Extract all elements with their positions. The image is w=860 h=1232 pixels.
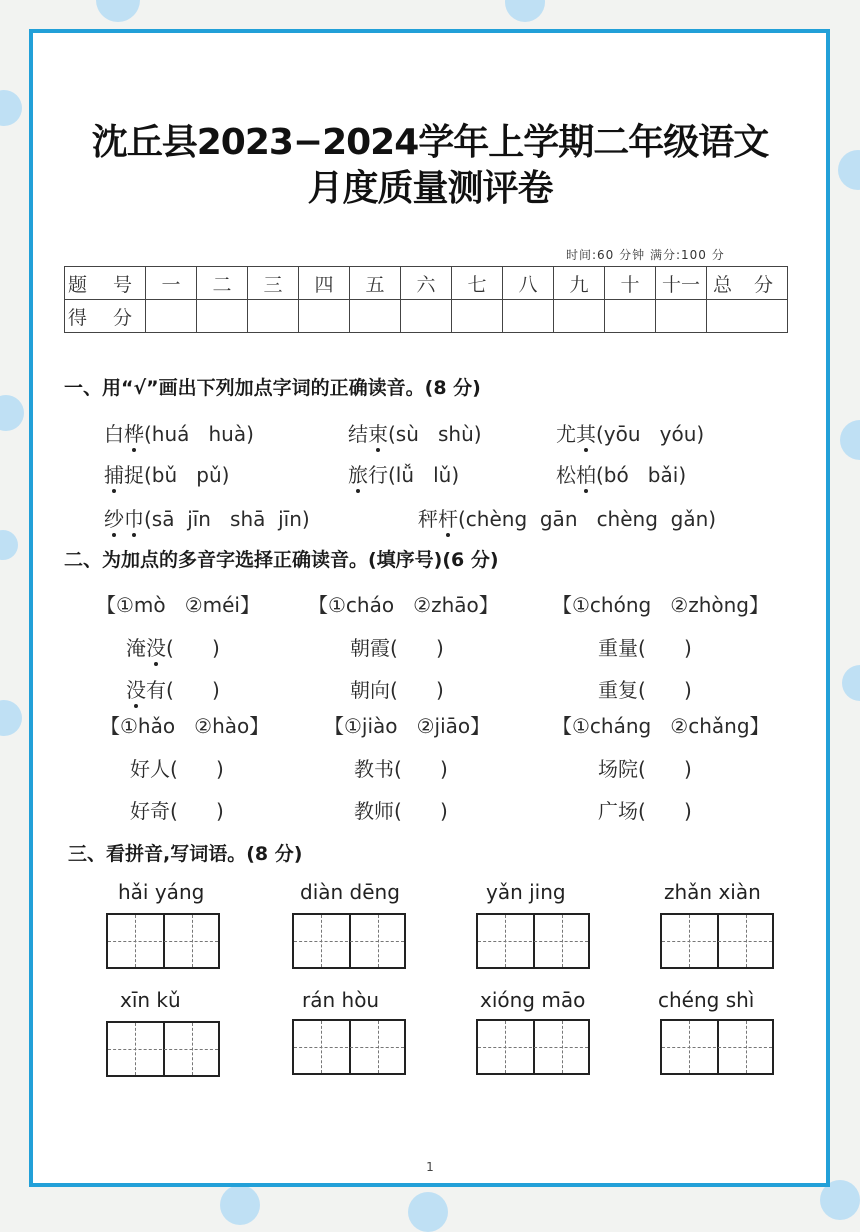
pinyin-label: xióng māo [480,988,586,1012]
score-input-cell[interactable] [350,300,401,333]
page-number: 1 [426,1160,434,1174]
item-text: 捉(bǔ pǔ) [124,463,230,487]
item-text: (yōu yóu) [596,422,705,446]
decor-dot [220,1185,260,1225]
pinyin-label: yǎn jing [486,880,566,904]
question-item[interactable] [348,418,482,447]
pinyin-label: chéng shì [658,988,755,1012]
score-input-cell[interactable] [299,300,350,333]
item-text: (huá huà) [144,422,254,446]
emphasis-char: 没 [146,636,166,660]
score-table-cell: 六 [401,267,452,300]
emphasis-char: 杆 [438,507,458,531]
pinyin-label: hǎi yáng [118,880,205,904]
score-input-cell[interactable] [401,300,452,333]
score-table-cell: 五 [350,267,401,300]
emphasis-char: 其 [576,422,596,446]
item-text: 秤 [418,507,438,531]
item-text: (chèng gān chèng gǎn) [458,507,717,531]
fill-item[interactable]: 朝向( ) [350,678,444,702]
writing-grid[interactable] [106,1021,220,1077]
emphasis-char: 桦 [124,422,144,446]
emphasis-char: 没 [126,678,146,702]
writing-grid[interactable] [292,913,406,969]
item-text: (sā jīn shā jīn) [144,507,310,531]
score-table-cell: 三 [248,267,299,300]
score-input-cell[interactable] [554,300,605,333]
decor-dot [505,0,545,22]
decor-dot [842,665,860,701]
decor-dot [0,700,22,736]
score-input-cell[interactable] [197,300,248,333]
section-1-heading: 一、用“√”画出下列加点字词的正确读音。(8 分) [64,377,481,399]
fill-item[interactable]: 广场( ) [598,799,692,823]
page-title-line2: 月度质量测评卷 [307,168,553,209]
score-table-cell: 四 [299,267,350,300]
reading-options: 【①chóng ②zhòng】 [552,593,769,617]
item-text: 淹 [126,636,146,660]
score-table-cell: 一 [146,267,197,300]
section-3-heading: 三、看拼音,写词语。(8 分) [68,843,303,865]
question-item[interactable] [556,418,704,447]
score-input-cell[interactable] [146,300,197,333]
score-table [64,266,788,333]
question-item[interactable] [104,418,254,447]
score-input-cell[interactable] [707,300,788,333]
score-table-cell: 总 分 [707,267,788,300]
fill-item[interactable]: 好奇( ) [130,799,224,823]
emphasis-char: 巾 [124,507,144,531]
emphasis-char: 柏 [576,463,596,487]
decor-dot [0,530,18,560]
pinyin-label: zhǎn xiàn [664,880,761,904]
reading-options: 【①jiào ②jiāo】 [324,714,491,738]
decor-dot [96,0,140,22]
reading-options: 【①mò ②méi】 [96,593,260,617]
score-table-cell: 十 [605,267,656,300]
page-title-line1: 沈丘县2023−2024学年上学期二年级语文 [91,122,769,163]
fill-item[interactable]: 重复( ) [598,678,692,702]
decor-dot [0,395,24,431]
reading-options: 【①cháo ②zhāo】 [308,593,499,617]
score-table-cell: 得 分 [65,300,146,333]
question-item[interactable] [104,459,229,488]
fill-item[interactable] [126,632,220,661]
pinyin-label: rán hòu [302,988,380,1012]
writing-grid[interactable] [106,913,220,969]
emphasis-char: 捕 [104,463,124,487]
reading-options: 【①hǎo ②hào】 [100,714,270,738]
question-item[interactable] [556,459,686,488]
reading-options: 【①cháng ②chǎng】 [552,714,770,738]
score-table-cell: 九 [554,267,605,300]
pinyin-label: diàn dēng [300,880,400,904]
fill-item[interactable]: 朝霞( ) [350,636,444,660]
decor-dot [840,420,860,460]
fill-item[interactable]: 场院( ) [598,757,692,781]
fill-item[interactable]: 教书( ) [354,757,448,781]
score-table-header-row [65,267,788,300]
score-table-cell: 七 [452,267,503,300]
fill-item[interactable]: 教师( ) [354,799,448,823]
item-text: 行(lǚ lǔ) [368,463,460,487]
emphasis-char: 束 [368,422,388,446]
question-item[interactable] [418,503,716,532]
score-table-cell: 十一 [656,267,707,300]
item-text: 松 [556,463,576,487]
fill-item[interactable]: 重量( ) [598,636,692,660]
score-table-score-row [65,300,788,333]
fill-item[interactable] [126,674,220,703]
score-input-cell[interactable] [656,300,707,333]
writing-grid[interactable] [292,1019,406,1075]
score-input-cell[interactable] [248,300,299,333]
question-item[interactable] [104,503,310,532]
fill-item[interactable]: 好人( ) [130,757,224,781]
question-item[interactable] [348,459,459,488]
emphasis-char: 旅 [348,463,368,487]
item-text: ( ) [166,636,220,660]
item-text: 有( ) [146,678,220,702]
score-table-cell: 题 号 [65,267,146,300]
writing-grid[interactable] [476,913,590,969]
item-text: 尤 [556,422,576,446]
pinyin-label: xīn kǔ [120,988,181,1012]
score-input-cell[interactable] [452,300,503,333]
item-text: 白 [104,422,124,446]
score-table-cell: 八 [503,267,554,300]
exam-meta: 时间:60 分钟 满分:100 分 [566,248,725,262]
writing-grid[interactable] [660,913,774,969]
item-text: 结 [348,422,368,446]
writing-grid[interactable] [476,1019,590,1075]
emphasis-char: 纱 [104,507,124,531]
writing-grid[interactable] [660,1019,774,1075]
decor-dot [408,1192,448,1232]
item-text: (bó bǎi) [596,463,687,487]
score-input-cell[interactable] [503,300,554,333]
item-text: (sù shù) [388,422,482,446]
score-table-cell: 二 [197,267,248,300]
section-2-heading: 二、为加点的多音字选择正确读音。(填序号)(6 分) [64,549,499,571]
score-input-cell[interactable] [605,300,656,333]
